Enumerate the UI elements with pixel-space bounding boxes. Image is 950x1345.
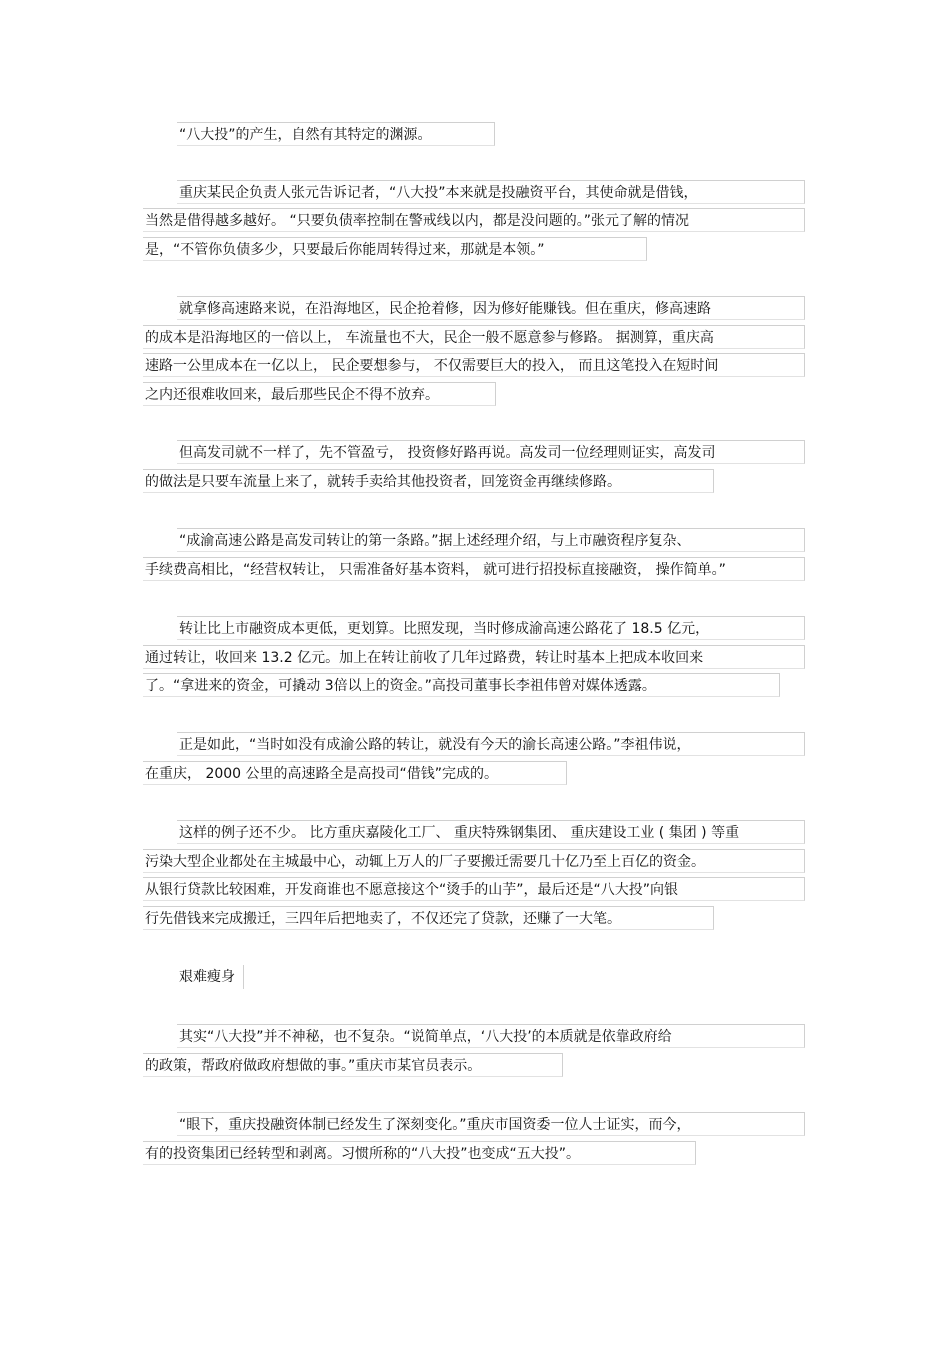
paragraph-line: 有的投资集团已经转型和剥离。习惯所称的“八大投”也变成“五大投”。 — [143, 1141, 696, 1165]
paragraph-line: 其实“八大投”并不神秘，也不复杂。“说简单点，‘八大投’的本质就是依靠政府给 — [177, 1024, 805, 1048]
paragraph-line: 当然是借得越多越好。 “只要负债率控制在警戒线以内，都是没问题的。”张元了解的情况 — [143, 208, 805, 232]
paragraph-line: 但高发司就不一样了，先不管盈亏， 投资修好路再说。高发司一位经理则证实，高发司 — [177, 440, 805, 464]
paragraph-line: 在重庆， 2000 公里的高速路全是高投司“借钱”完成的。 — [143, 761, 567, 785]
paragraph-line: 转让比上市融资成本更低，更划算。比照发现，当时修成渝高速公路花了 18.5 亿元， — [177, 616, 805, 640]
paragraph-line: “成渝高速公路是高发司转让的第一条路。”据上述经理介绍，与上市融资程序复杂、 — [177, 528, 805, 552]
paragraph-line: “眼下，重庆投融资体制已经发生了深刻变化。”重庆市国资委一位人士证实，而今， — [177, 1112, 805, 1136]
paragraph-line: 这样的例子还不少。 比方重庆嘉陵化工厂、 重庆特殊钢集团、 重庆建设工业 ( 集团 ) 等重 — [177, 820, 805, 844]
section-heading: 艰难瘦身 — [177, 965, 244, 989]
paragraph-line: 从银行贷款比较困难，开发商谁也不愿意接这个“烫手的山芋”，最后还是“八大投”向银 — [143, 877, 805, 901]
paragraph-line: 的成本是沿海地区的一倍以上， 车流量也不大，民企一般不愿意参与修路。 据测算，重庆高 — [143, 325, 805, 349]
paragraph-line: 行先借钱来完成搬迁，三四年后把地卖了，不仅还完了贷款，还赚了一大笔。 — [143, 906, 714, 930]
paragraph-line: 速路一公里成本在一亿以上， 民企要想参与， 不仅需要巨大的投入， 而且这笔投入在短时间 — [143, 353, 805, 377]
paragraph-line: 的做法是只要车流量上来了，就转手卖给其他投资者，回笼资金再继续修路。 — [143, 469, 714, 493]
paragraph-line: 就拿修高速路来说，在沿海地区，民企抢着修，因为修好能赚钱。但在重庆，修高速路 — [177, 296, 805, 320]
paragraph-line: 之内还很难收回来，最后那些民企不得不放弃。 — [143, 382, 496, 406]
paragraph-line: 污染大型企业都处在主城最中心，动辄上万人的厂子要搬迁需要几十亿乃至上百亿的资金。 — [143, 849, 805, 873]
paragraph-line: 手续费高相比，“经营权转让， 只需准备好基本资料， 就可进行招投标直接融资， 操作简单。” — [143, 557, 805, 581]
paragraph-line: 了。“拿进来的资金，可撬动 3倍以上的资金。”高投司董事长李祖伟曾对媒体透露。 — [143, 673, 780, 697]
paragraph-line: “八大投”的产生，自然有其特定的渊源。 — [177, 122, 495, 146]
paragraph-line: 重庆某民企负责人张元告诉记者，“八大投”本来就是投融资平台，其使命就是借钱， — [177, 180, 805, 204]
paragraph-line: 的政策，帮政府做政府想做的事。”重庆市某官员表示。 — [143, 1053, 563, 1077]
paragraph-line: 通过转让，收回来 13.2 亿元。加上在转让前收了几年过路费，转让时基本上把成本收回来 — [143, 645, 805, 669]
paragraph-line: 正是如此，“当时如没有成渝公路的转让，就没有今天的渝长高速公路。”李祖伟说， — [177, 732, 805, 756]
paragraph-line: 是，“不管你负债多少，只要最后你能周转得过来，那就是本领。” — [143, 237, 647, 261]
